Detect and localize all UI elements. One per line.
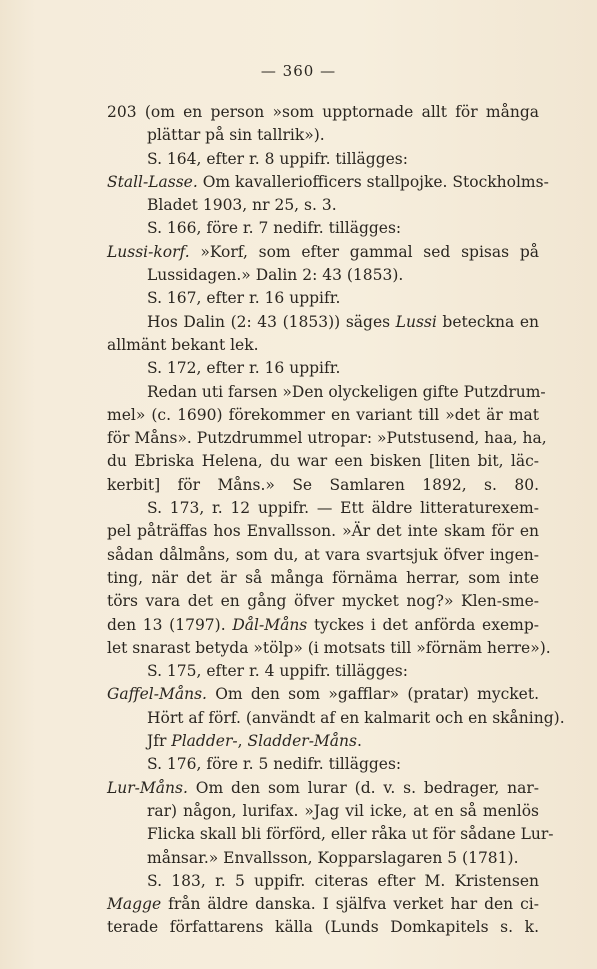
italic-term: Lur-Måns. (107, 778, 188, 797)
text-line (107, 800, 539, 823)
text-run: Bladet 1903, nr 25, s. 3. (147, 196, 337, 215)
text-line (107, 148, 539, 171)
page-number: — 360 — (260, 62, 337, 80)
text-line (107, 777, 539, 800)
text-run: allmänt bekant lek. (107, 335, 259, 354)
text-run: S. 176, före r. 5 nedifr. tillägges: (147, 755, 402, 774)
text-line (107, 823, 554, 846)
italic-term: Pladder- (171, 732, 238, 751)
text-run: . (356, 732, 362, 751)
text-line (107, 427, 547, 450)
italic-term: Stall-Lasse. (107, 172, 198, 191)
italic-term: Lussi (395, 312, 437, 331)
text-line (107, 590, 539, 613)
text-run: från äldre danska. I själfva verket har den ci- (161, 895, 539, 914)
text-run: S. 164, efter r. 8 uppifr. tillägges: (147, 149, 408, 168)
text-run: Redan uti farsen »Den olyckeligen gifte Putzdrum- (147, 382, 546, 401)
text-run: rar) någon, lurifax. »Jag vil icke, at en så menlös (147, 801, 539, 820)
text-line (107, 893, 539, 916)
text-line (107, 847, 539, 870)
text-run: ting, när det är så många förnäma herrar, som inte (107, 568, 539, 587)
text-line (107, 311, 539, 334)
text-line (107, 171, 549, 194)
text-run: kerbit] för Måns.» Se Samlaren 1892, s. 80. (107, 475, 539, 494)
text-line (107, 217, 539, 240)
italic-term: Sladder-Måns (247, 732, 357, 751)
text-run: S. 172, efter r. 16 uppifr. (147, 359, 341, 378)
text-run: Hört af förf. (användt af en kalmarit och en skåning). (147, 708, 565, 727)
text-run: Om den som »gafflar» (pratar) mycket. (206, 685, 539, 704)
text-run: tyckes i det anförda exemp- (307, 615, 539, 634)
text-line (107, 520, 539, 543)
text-run: let snarast betyda »tölp» (i motsats till »förnäm herre»). (107, 638, 551, 657)
text-line (107, 194, 539, 217)
text-line (107, 124, 539, 147)
text-run: Lussidagen.» Dalin 2: 43 (1853). (147, 266, 404, 285)
text-run: S. 175, efter r. 4 uppifr. tillägges: (147, 662, 408, 681)
text-line (107, 730, 539, 753)
text-run: 203 (om en person »som upptornade allt för många (107, 103, 539, 121)
text-line (107, 707, 565, 730)
text-run: S. 167, efter r. 16 uppifr. (147, 289, 341, 308)
text-run: du Ebriska Helena, du war een bisken [liten bit, läc- (107, 452, 539, 471)
body-text (107, 101, 565, 940)
text-line (107, 683, 539, 706)
italic-term: Dål-Måns (232, 615, 308, 634)
italic-term: Magge (107, 895, 162, 914)
text-line (107, 287, 539, 310)
text-line (107, 567, 539, 590)
text-line (107, 404, 539, 427)
text-run: S. 183, r. 5 uppifr. citeras efter M. Kristensen (147, 871, 539, 890)
text-run: Hos Dalin (2: 43 (1853)) säges (147, 312, 396, 331)
text-run: Om kavalleriofficers stallpojke. Stockholms- (197, 172, 549, 191)
text-line (107, 497, 539, 520)
text-run: sådan dålmåns, som du, at vara svartsjuk öfver ingen- (107, 545, 539, 564)
text-line (107, 870, 539, 893)
text-line (107, 357, 539, 380)
text-run: Om den som lurar (d. v. s. bedrager, nar- (187, 778, 539, 797)
text-run: månsar.» Envallsson, Kopparslagaren 5 (1781). (147, 848, 519, 867)
text-line (107, 753, 539, 776)
text-run: beteckna en (436, 312, 539, 331)
text-line (107, 916, 539, 939)
text-line (107, 264, 539, 287)
text-run: törs vara det en gång öfver mycket nog?» Klen-sme- (107, 592, 539, 611)
text-run: Jfr (147, 732, 172, 751)
text-line (107, 381, 546, 404)
text-line (107, 474, 539, 497)
text-line (107, 450, 539, 473)
text-run: pel påträffas hos Envallsson. »Är det inte skam för en (107, 522, 539, 541)
text-run: terade författarens källa (Lunds Domkapitels s. k. (107, 918, 539, 937)
italic-term: Gaffel-Måns. (107, 685, 207, 704)
text-run: S. 173, r. 12 uppifr. — Ett äldre litteraturexem- (147, 499, 539, 518)
text-line (107, 241, 539, 264)
text-run: den 13 (1797). (107, 615, 233, 634)
italic-term: Lussi-korf. (107, 242, 190, 261)
text-run: mel» (c. 1690) förekommer en variant till »det är mat (107, 405, 539, 424)
text-run: plättar på sin tallrik»). (147, 126, 325, 145)
text-run: Flicka skall bli förförd, eller råka ut för sådane Lur- (147, 825, 554, 844)
text-line (107, 334, 539, 357)
text-line (107, 544, 539, 567)
text-line (107, 101, 539, 124)
text-line (107, 614, 539, 637)
text-run: »Korf, som efter gammal sed spisas på (189, 242, 539, 261)
text-line (107, 660, 539, 683)
text-line (107, 637, 551, 660)
text-run: , (237, 732, 248, 751)
text-run: S. 166, före r. 7 nedifr. tillägges: (147, 219, 402, 238)
text-run: för Måns». Putzdrummel utropar: »Putstusend, haa, ha, (107, 429, 547, 448)
